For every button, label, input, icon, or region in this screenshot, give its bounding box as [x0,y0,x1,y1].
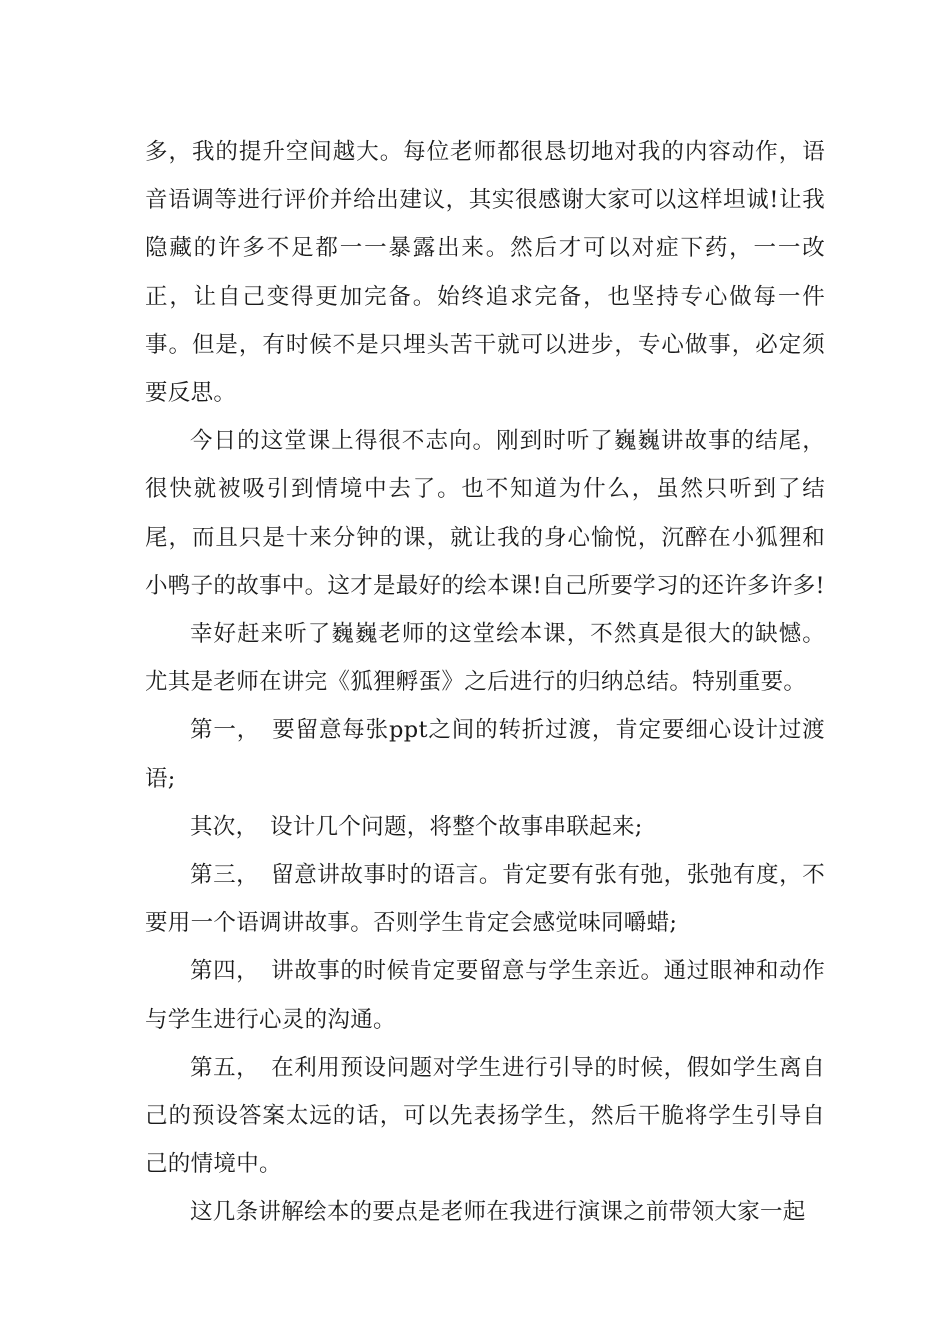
paragraph-point-5: 第五， 在利用预设问题对学生进行引导的时候，假如学生离自己的预设答案太远的话，可以先表扬学生，然后干脆将学生引导自己的情境中。 [145,1054,825,1178]
paragraph-point-4: 第四， 讲故事的时候肯定要留意与学生亲近。通过眼神和动作与学生进行心灵的沟通。 [145,958,825,1033]
paragraph-fortunate: 幸好赶来听了巍巍老师的这堂绘本课，不然真是很大的缺憾。尤其是老师在讲完《狐狸孵蛋》之后进行的归纳总结。特别重要。 [145,621,825,696]
paragraph-point-2: 其次， 设计几个问题，将整个故事串联起来; [190,813,643,840]
document-body [145,128,825,1237]
paragraph-continuation: 多，我的提升空间越大。每位老师都很恳切地对我的内容动作，语音语调等进行评价并给出建议，其实很感谢大家可以这样坦诚!让我隐藏的许多不足都一一暴露出来。然后才可以对症下药，一一改正，让自己变得更加完备。始终追求完备，也坚持专心做每一件事。但是，有时候不是只埋头苦干就可以进步，专心做事，必定须要反思。 [145,139,825,407]
paragraph-point-3: 第三， 留意讲故事时的语言。肯定要有张有弛，张弛有度，不要用一个语调讲故事。否则学生肯定会感觉味同嚼蜡; [145,862,825,937]
paragraph-closing: 这几条讲解绘本的要点是老师在我进行演课之前带领大家一起 [190,1199,806,1226]
paragraph-point-1: 第一， 要留意每张ppt之间的转折过渡，肯定要细心设计过渡语; [145,717,825,792]
paragraph-today-class: 今日的这堂课上得很不志向。刚到时听了巍巍讲故事的结尾，很快就被吸引到情境中去了。也不知道为什么，虽然只听到了结尾，而且只是十来分钟的课，就让我的身心愉悦，沉醉在小狐狸和小鸭子的故事中。这才是最好的绘本课!自己所要学习的还许多许多! [145,428,825,599]
